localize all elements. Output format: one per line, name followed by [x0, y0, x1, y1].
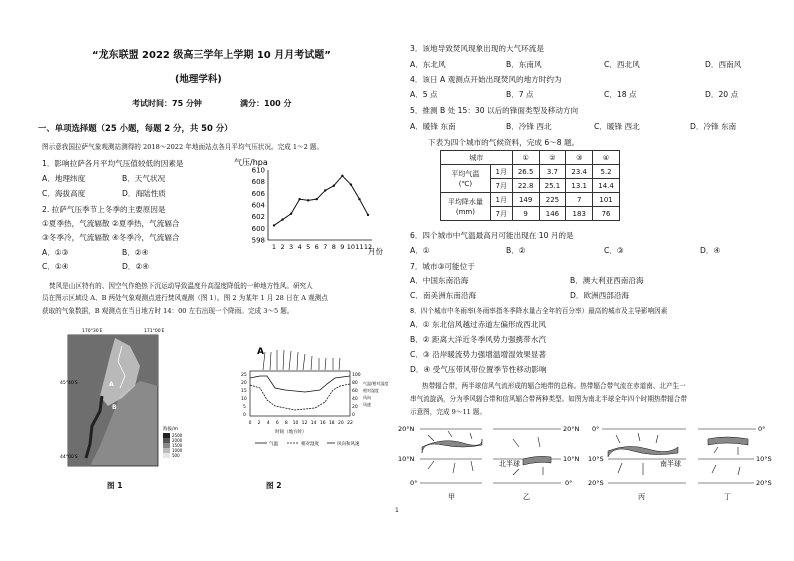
hemisphere-label: 南半球 [660, 460, 681, 468]
y-tick: 0 [352, 413, 355, 418]
option-c[interactable]: C．南美洲东南沿海 [410, 291, 477, 300]
table-cell: 76 [593, 207, 620, 221]
x-tick-label: 4 [297, 243, 302, 251]
header-cell: ③ [566, 151, 593, 165]
table-cell: 149 [512, 193, 539, 207]
question-stem: 4．该日 A 观测点开始出现焚风的地方时约为 [410, 75, 562, 84]
table-cell: 25.1 [539, 179, 566, 193]
y-tick: 100 [352, 373, 361, 378]
row-label-cell [441, 165, 491, 193]
section-heading: 一、单项选择题（25 小题，每题 2 分，共 50 分） [38, 123, 233, 133]
x-tick-label: 20 [338, 421, 344, 426]
longitude-label: 171°00′E [144, 329, 165, 334]
passage-line: 串气流旋涡，分为季风辐合带和信风辐合带两种类型。如图为南北半球全年四个时期热带辐合带 [410, 395, 687, 403]
latitude-label: 45°40′S [60, 381, 78, 386]
legend-item: 500 [172, 453, 180, 458]
data-point [358, 198, 360, 200]
x-tick-label: 8 [331, 243, 336, 251]
question-stem: 5．推测 B 处 15：30 以后的锋面类型及移动方向 [410, 106, 579, 115]
option-a[interactable]: A．地理纬度 [42, 174, 86, 183]
option-b[interactable]: B．澳大利亚西南沿海 [570, 276, 644, 285]
header-cell: ② [539, 151, 566, 165]
option-c[interactable]: C．③ [604, 246, 624, 255]
table-header-row [441, 151, 620, 165]
option-c[interactable]: C．①④ [42, 262, 69, 271]
option-a[interactable]: A．① [410, 246, 430, 255]
latitude-label: 20°N [398, 425, 415, 433]
legend-title: 海拔/m [163, 427, 178, 432]
y-tick: 80 [352, 381, 358, 386]
x-axis-label: 月份 [368, 247, 383, 256]
header-cell: ① [512, 151, 539, 165]
table-cell: 9 [512, 207, 539, 221]
x-tick-label: 3 [289, 243, 294, 251]
legend-item: 1000 [172, 448, 183, 453]
month-cell: 1月 [490, 193, 512, 207]
figure-1-caption: 图 1 [107, 481, 123, 490]
option-a[interactable]: A．① 东北信风越过赤道左偏形成西北风 [410, 320, 546, 329]
passage-line: 焚风是山区特有的、因空气作绝热下沉运动导致温度升高湿度降低的一种地方性风。研究人 [49, 282, 313, 290]
data-point [290, 213, 292, 215]
figure-2-chart [215, 340, 395, 460]
x-tick-label: 14 [310, 421, 317, 426]
option-d[interactable]: D．海陆性质 [122, 189, 166, 198]
exam-title: “龙东联盟 2022 级高三学年上学期 10 月月考试题” [92, 50, 331, 61]
x-tick-label: 4 [266, 421, 270, 426]
latitude-label: 10°N [398, 455, 415, 463]
figure-1-map [60, 326, 195, 471]
panel-label: 甲 [448, 493, 455, 501]
exam-time: 考试时间：75 分钟 [132, 99, 202, 108]
option-b[interactable]: B．② [506, 246, 526, 255]
temperature-line [250, 376, 350, 392]
y-tick: 20 [241, 381, 247, 386]
option-c[interactable]: C．海拔高度 [42, 189, 86, 198]
humidity-line [250, 384, 350, 410]
question-stem: 1．影响拉萨各月平均气压值较低的因素是 [42, 159, 184, 168]
option-c[interactable]: C．西北风 [604, 60, 640, 69]
panel-label: 丙 [638, 493, 645, 501]
legend-item: 相对湿度 [301, 442, 319, 447]
option-a[interactable]: A．东北风 [410, 60, 446, 69]
y-axis-label: 气压/hpa [234, 158, 268, 167]
data-point [298, 198, 300, 200]
legend-item: 2500 [172, 433, 183, 438]
row-label: 平均降水量 [447, 197, 483, 206]
panel-ding [698, 425, 772, 501]
legend-item: 风向 [363, 395, 371, 400]
latitude-label: 10°S [588, 455, 604, 463]
header-cell: 城市 [441, 151, 513, 165]
month-cell: 7月 [490, 207, 512, 221]
panel-label: 乙 [523, 493, 530, 501]
passage-line: 获取的气象数据，B 观测点在当日地方时 14：00 左右出现一个降雨。完成 3～5 题。 [42, 307, 294, 315]
data-point [316, 198, 318, 200]
latitude-label: 0° [592, 425, 600, 433]
y-tick-label: 606 [251, 189, 265, 198]
option-a[interactable]: A．暖锋 东南 [410, 122, 456, 131]
option-b[interactable]: B．② 距离大洋近冬季风势力强携带水汽 [410, 335, 546, 344]
panel-bing [588, 425, 686, 501]
x-tick-label: 2 [257, 421, 261, 426]
page-number: 1 [395, 507, 399, 514]
table-cell: 5.2 [593, 165, 620, 179]
passage-line: 示意图，完成 9～11 题。 [410, 408, 487, 416]
latitude-label: 20°S [588, 479, 604, 487]
table-cell: 225 [539, 193, 566, 207]
y-tick-label: 600 [251, 224, 265, 233]
city-climate-table [440, 150, 620, 221]
panel-jia [398, 425, 482, 501]
option-b[interactable]: B．7 点 [506, 90, 534, 99]
x-tick-label: 10 [346, 243, 356, 251]
option-d[interactable]: D．西南风 [705, 60, 742, 69]
question-stem: 7．城市③可能位于 [410, 262, 475, 271]
table-cell: 183 [566, 207, 593, 221]
y-tick-label: 602 [251, 213, 265, 222]
data-point [324, 189, 326, 191]
table-cell: 101 [593, 193, 620, 207]
statement-line: ①夏季热，气流辐散 ②夏季热，气流辐合 [42, 219, 180, 228]
data-point [350, 183, 352, 185]
x-tick-label: 0 [248, 421, 252, 426]
latitude-label: 44°00′S [60, 455, 78, 460]
header-cell: ④ [593, 151, 620, 165]
question-stem: 6．四个城市中气温最高月可能出现在 10 月的是 [410, 231, 574, 240]
latitude-label: 10°N [563, 455, 580, 463]
option-a[interactable]: A．中国东南沿海 [410, 276, 469, 285]
y-tick-label: 598 [251, 236, 265, 245]
full-score: 满分：100 分 [240, 99, 292, 108]
data-point [281, 218, 283, 220]
month-cell: 1月 [490, 165, 512, 179]
latitude-label: 10°S [756, 455, 772, 463]
y-tick-label: 610 [251, 166, 265, 175]
y-tick: 10 [241, 397, 247, 402]
option-b[interactable]: B．天气状况 [122, 174, 166, 183]
site-a-label: A [109, 381, 114, 388]
longitude-label: 170°30′E [82, 329, 103, 334]
pressure-series-line [274, 176, 368, 226]
option-a[interactable]: A．5 点 [410, 90, 438, 99]
latitude-label: 0° [758, 425, 766, 433]
subject-title: (地理学科) [175, 74, 222, 85]
passage-line: 员在图示区域设 A、B 两处气象观测点进行焚风观测（图 1）。图 2 为某年 1 月 28 日在 A 观测点 [42, 294, 328, 302]
y-tick: 20 [352, 405, 358, 410]
table-cell: 22.8 [512, 179, 539, 193]
latitude-label: 0° [410, 479, 418, 487]
y-tick: 25 [241, 373, 247, 378]
y-tick: 0 [243, 413, 246, 418]
option-c[interactable]: C．暖锋 西北 [594, 122, 640, 131]
passage-line: 热带辐合带，两半球信风气流形成的辐合地带的总称。热带辐合带气流在赤道南、北产生一 [422, 382, 686, 390]
y-tick: 60 [352, 389, 358, 394]
y-tick: 40 [352, 397, 358, 402]
table-cell: 26.5 [512, 165, 539, 179]
option-c[interactable]: C．18 点 [604, 90, 637, 99]
x-tick-label: 8 [284, 421, 288, 426]
option-d[interactable]: D．欧洲西部沿海 [570, 291, 630, 300]
x-tick-label: 10 [292, 421, 299, 426]
x-tick-label: 22 [347, 421, 353, 426]
panel-label: 丁 [724, 493, 731, 501]
legend-item: 风向和风速 [337, 442, 360, 447]
table-row [441, 165, 620, 179]
itcz-figure [398, 421, 783, 501]
data-point [341, 175, 343, 177]
option-d[interactable]: D．②④ [122, 262, 150, 271]
x-tick-label: 16 [319, 421, 326, 426]
hemisphere-label: 北半球 [499, 460, 520, 468]
question-stem: 3．该地导致焚风现象出现的大气环流是 [410, 44, 544, 53]
legend-item: 2000 [172, 438, 183, 443]
row-label: 平均气温 [451, 169, 480, 178]
figure-2-caption: 图 2 [266, 481, 282, 490]
x-tick-label: 5 [306, 243, 311, 251]
x-tick-label: 7 [323, 243, 328, 251]
option-a[interactable]: A．①③ [42, 248, 69, 257]
legend-item: 气温 [269, 442, 278, 447]
row-unit: (℃) [458, 179, 473, 188]
y-tick: 15 [241, 389, 247, 394]
legend-item: 气温/相对湿度 [363, 381, 389, 386]
table-cell: 3.7 [539, 165, 566, 179]
panel-yi [493, 425, 580, 501]
table-cell: 146 [539, 207, 566, 221]
x-tick-label: 6 [275, 421, 279, 426]
x-tick-label: 6 [314, 243, 319, 251]
pressure-line-chart [232, 156, 392, 256]
latitude-label: 20°S [756, 479, 772, 487]
table-cell: 14.4 [593, 179, 620, 193]
option-d[interactable]: D．④ 受气压带风带位置季节性移动影响 [410, 365, 547, 374]
option-d[interactable]: D．20 点 [705, 90, 739, 99]
x-tick-label: 9 [340, 243, 345, 251]
month-cell: 7月 [490, 179, 512, 193]
legend-item: 相对湿度 [363, 388, 379, 393]
table-cell: 13.1 [566, 179, 593, 193]
x-tick-label: 18 [328, 421, 335, 426]
legend-item: 1500 [172, 443, 183, 448]
wind-barbs [263, 350, 340, 370]
latitude-label: 0° [565, 479, 573, 487]
option-c[interactable]: C．③ 沿岸暖流势力强增温增湿效果显著 [410, 350, 547, 359]
site-b-label: B [112, 404, 117, 411]
data-point [367, 214, 369, 216]
latitude-label: 20°N [563, 425, 580, 433]
x-tick-label: 1 [271, 243, 277, 251]
legend-item: 风速 [363, 402, 371, 407]
table-intro: 下表为四个城市的气候资料，完成 6～8 题。 [428, 138, 580, 147]
option-b[interactable]: B．东南风 [506, 60, 542, 69]
row-label-cell [441, 193, 491, 221]
x-tick-label: 2 [280, 243, 285, 251]
x-tick-label: 12 [363, 243, 373, 251]
data-point [307, 199, 309, 201]
question-stem: 8．四个城市中冬雨率(冬雨率指冬季降水量占全年的百分率）最高的城市及主导影响因素 [410, 307, 668, 315]
y-tick-label: 608 [251, 178, 265, 187]
option-d[interactable]: D．冷锋 东南 [690, 122, 737, 131]
row-unit: (mm) [455, 207, 475, 216]
question-stem: 2. 拉萨气压季节上冬季的主要原因是 [42, 205, 166, 214]
table-cell: 23.4 [566, 165, 593, 179]
data-point [333, 185, 335, 187]
option-d[interactable]: D．④ [700, 246, 721, 255]
section-intro: 图示意我国拉萨气象观测站测得的 2018～2022 年地面站点各月平均气压状况。完成 1～2 题。 [42, 143, 324, 151]
statement-line: ③冬季冷，气流辐散 ④冬季冷，气流辐合 [42, 233, 180, 242]
data-point [273, 224, 275, 226]
figure-2-site-label: A [257, 347, 264, 357]
table-cell: 7 [566, 193, 593, 207]
x-tick-label: 11 [355, 243, 364, 251]
y-tick-label: 604 [251, 201, 265, 210]
x-tick-label: 12 [301, 421, 308, 426]
table-row [441, 193, 620, 207]
x-axis-label: 时间（地方时） [275, 430, 307, 435]
option-b[interactable]: B．②④ [122, 248, 149, 257]
option-b[interactable]: B．冷锋 西北 [506, 122, 552, 131]
y-tick: 5 [243, 405, 246, 410]
